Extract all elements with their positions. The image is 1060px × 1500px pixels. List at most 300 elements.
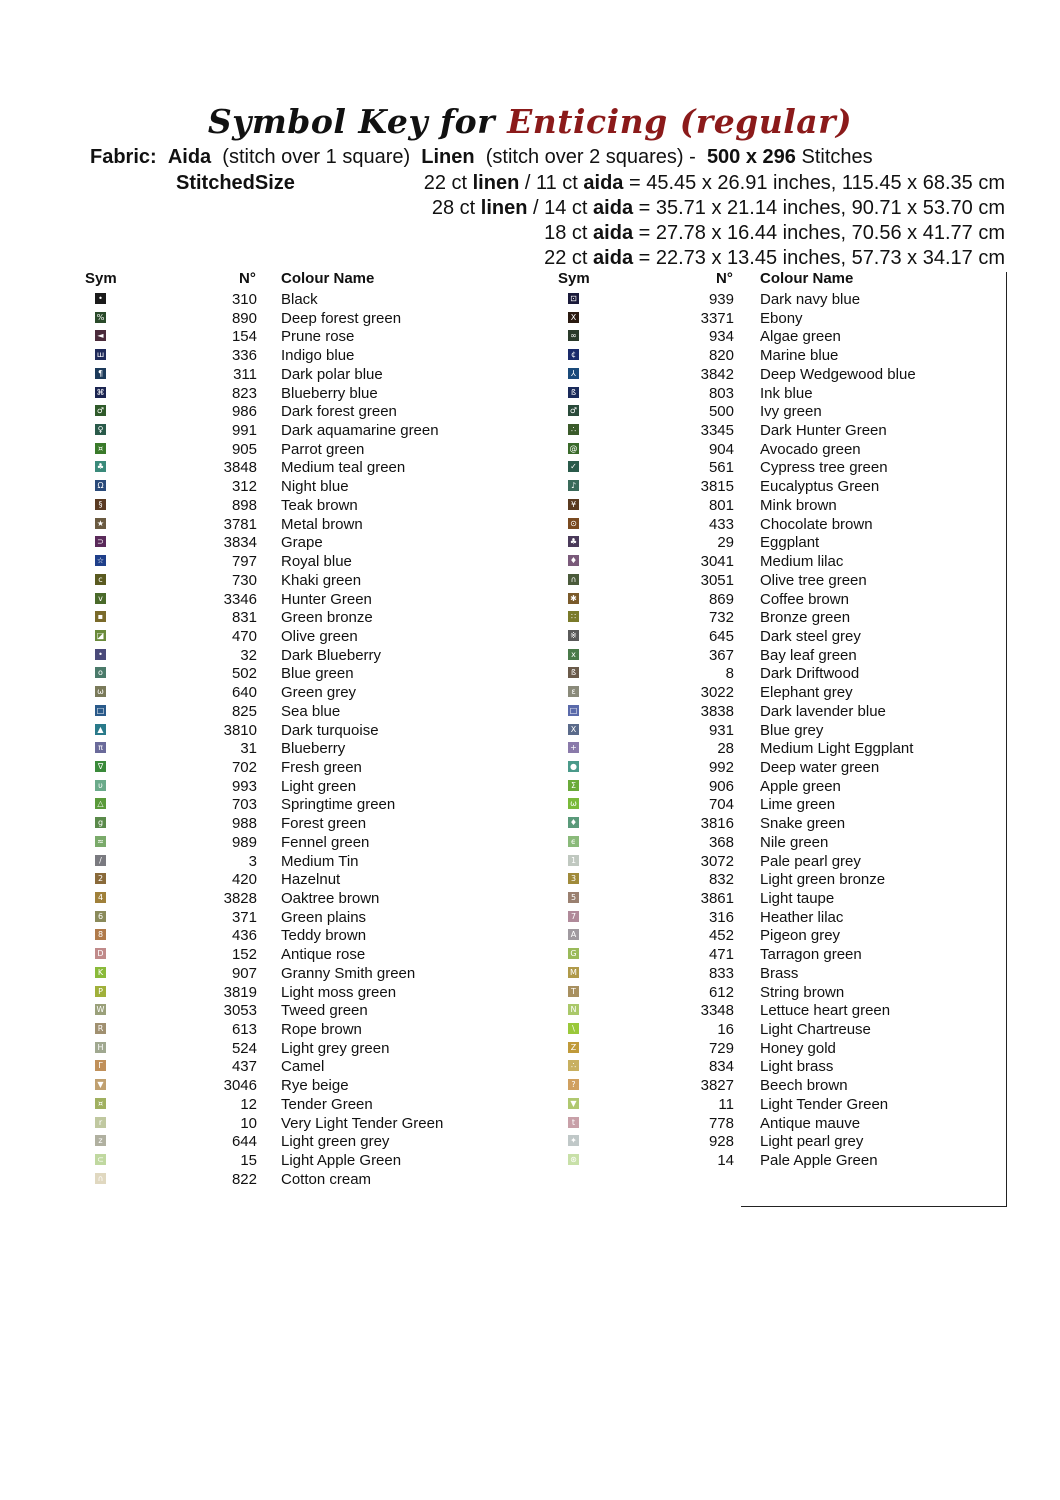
colour-name: Bay leaf green <box>760 646 857 664</box>
colour-name: Hunter Green <box>281 590 372 608</box>
colour-name: Dark Hunter Green <box>760 422 887 440</box>
floss-number: 934 <box>708 328 734 346</box>
colour-name: Bronze green <box>760 609 851 627</box>
floss-number: 3827 <box>700 1077 734 1095</box>
floss-number: 730 <box>231 571 257 589</box>
floss-number: 797 <box>231 553 257 571</box>
symbol-swatch: ⊂ <box>95 1154 106 1165</box>
colour-name: Granny Smith green <box>281 964 416 982</box>
floss-number: 3815 <box>700 478 734 496</box>
symbol-key-row <box>558 702 998 721</box>
colour-name: Tweed green <box>281 1002 368 1020</box>
aida-label: aida <box>593 222 634 244</box>
symbol-swatch: ♂ <box>569 406 578 416</box>
symbol-swatch: X <box>568 312 579 323</box>
column-headers <box>558 270 998 290</box>
symbol-swatch: ◪ <box>96 630 105 640</box>
symbol-key-row <box>558 1057 998 1076</box>
colour-name: Algae green <box>760 328 841 346</box>
floss-number: 928 <box>708 1133 734 1151</box>
floss-number: 3842 <box>700 365 734 383</box>
symbol-key-row <box>85 290 525 309</box>
colour-name: Brass <box>760 964 799 982</box>
floss-number: 3041 <box>700 553 734 571</box>
size-dimensions: = 35.71 x 21.14 inches, 90.71 x 53.70 cm <box>633 197 1005 219</box>
colour-name: Green bronze <box>281 609 373 627</box>
symbol-swatch: ▲ <box>95 724 106 735</box>
floss-number: 905 <box>231 440 257 458</box>
stitched-size-line <box>424 172 1005 195</box>
floss-number: 31 <box>240 740 257 758</box>
symbol-key-row <box>558 908 998 927</box>
symbol-key-row <box>558 1151 998 1170</box>
floss-number: 991 <box>231 422 257 440</box>
floss-number: 310 <box>231 291 257 308</box>
symbol-swatch: ¤ <box>95 443 106 454</box>
symbol-swatch: ∞ <box>568 330 579 341</box>
symbol-key-row <box>558 833 998 852</box>
symbol-swatch: H <box>95 1042 106 1053</box>
symbol-swatch: ∷ <box>568 611 579 622</box>
symbol-swatch: ☆ <box>96 556 105 566</box>
symbol-swatch: ♣ <box>96 462 105 472</box>
symbol-key-row <box>558 758 998 777</box>
frame-line-right <box>1006 272 1007 1206</box>
symbol-key-row <box>558 421 998 440</box>
symbol-key-row <box>85 327 525 346</box>
colour-name: Elephant grey <box>760 684 853 702</box>
floss-number: 931 <box>708 721 734 739</box>
floss-number: 524 <box>231 1039 257 1057</box>
symbol-key-row <box>558 365 998 384</box>
symbol-key-row <box>558 664 998 683</box>
colour-name: Very Light Tender Green <box>281 1114 444 1132</box>
symbol-swatch: ♦ <box>569 818 578 828</box>
symbol-key-row <box>558 983 998 1002</box>
floss-number: 11 <box>718 1095 734 1113</box>
colour-name: Ivy green <box>760 403 822 421</box>
floss-number: 3848 <box>223 459 257 477</box>
colour-name: Fresh green <box>281 758 362 776</box>
size-dimensions: = 45.45 x 26.91 inches, 115.45 x 68.35 cm <box>623 172 1005 194</box>
floss-number: 993 <box>231 777 257 795</box>
symbol-swatch: 4 <box>95 892 106 903</box>
symbol-swatch: ※ <box>568 630 579 641</box>
symbol-swatch: ? <box>568 1079 579 1090</box>
symbol-key-row <box>85 1132 525 1151</box>
page-title <box>0 102 1060 141</box>
right-rows <box>558 290 998 1170</box>
colour-name: Deep forest green <box>281 309 402 327</box>
colour-name: Dark navy blue <box>760 291 861 308</box>
colour-name: Snake green <box>760 815 846 833</box>
colour-name: Khaki green <box>281 571 362 589</box>
fabric-linen-note: (stitch over 2 squares) - <box>485 146 696 168</box>
symbol-swatch: ¶ <box>95 368 106 379</box>
symbol-key-row <box>558 852 998 871</box>
colour-name: Marine blue <box>760 347 839 365</box>
symbol-swatch: ♣ <box>569 537 578 547</box>
colour-name: Green plains <box>281 908 367 926</box>
colour-name: Metal brown <box>281 515 363 533</box>
colour-name: Pale Apple Green <box>760 1152 878 1170</box>
symbol-swatch: ω <box>568 798 579 809</box>
symbol-swatch: ⅄ <box>568 368 579 379</box>
symbol-swatch: 7 <box>568 911 579 922</box>
fabric-info <box>90 146 873 169</box>
colour-name: Heather lilac <box>760 908 844 926</box>
symbol-swatch: t <box>568 1117 579 1128</box>
symbol-key-row <box>558 515 998 534</box>
floss-number: 906 <box>708 777 734 795</box>
floss-number: 832 <box>708 871 734 889</box>
colour-name: String brown <box>760 983 845 1001</box>
colour-name: Tender Green <box>281 1095 373 1113</box>
symbol-swatch: υ <box>95 780 106 791</box>
header-colour-name: Colour Name <box>281 270 375 287</box>
floss-number: 15 <box>240 1152 257 1170</box>
floss-number: 834 <box>708 1058 734 1076</box>
colour-name: Light green <box>281 777 357 795</box>
symbol-key-row <box>85 421 525 440</box>
symbol-key-row <box>558 1114 998 1133</box>
colour-name: Olive tree green <box>760 571 867 589</box>
colour-name: Light Apple Green <box>281 1152 402 1170</box>
floss-number: 32 <box>240 646 257 664</box>
colour-name: Blueberry blue <box>281 384 378 402</box>
symbol-swatch: Σ <box>568 780 579 791</box>
fabric-label: Fabric: <box>90 146 157 168</box>
colour-name: Medium Light Eggplant <box>760 740 914 758</box>
symbol-swatch: ∴ <box>568 424 579 435</box>
stitched-size-line <box>432 197 1005 220</box>
colour-name: Lettuce heart green <box>760 1002 891 1020</box>
symbol-key-row <box>85 1039 525 1058</box>
symbol-swatch: ß <box>568 387 579 398</box>
symbol-swatch: X <box>568 724 579 735</box>
floss-number: 3022 <box>700 684 734 702</box>
colour-name: Apple green <box>760 777 841 795</box>
colour-name: Oaktree brown <box>281 890 380 907</box>
symbol-key-row <box>558 870 998 889</box>
symbol-key-left-column <box>85 270 525 1189</box>
symbol-swatch: K <box>95 967 106 978</box>
symbol-swatch: ϵ <box>568 836 579 847</box>
symbol-swatch: 5 <box>568 892 579 903</box>
linen-label: linen <box>480 197 528 219</box>
symbol-key-row <box>558 440 998 459</box>
fabric-linen: Linen <box>421 146 475 168</box>
symbol-key-row <box>85 814 525 833</box>
floss-number: 939 <box>708 291 734 308</box>
colour-name: Beech brown <box>760 1077 848 1095</box>
colour-name: Ink blue <box>760 384 813 402</box>
colour-name: Deep Wedgewood blue <box>760 365 916 383</box>
count-text: 18 ct <box>544 222 594 244</box>
symbol-key-row <box>558 496 998 515</box>
colour-name: Fennel green <box>281 833 370 851</box>
symbol-key-row <box>85 1151 525 1170</box>
symbol-key-row <box>85 983 525 1002</box>
colour-name: Tarragon green <box>760 946 862 964</box>
colour-name: Light green grey <box>281 1133 390 1151</box>
floss-number: 613 <box>231 1021 257 1039</box>
floss-number: 992 <box>708 758 734 776</box>
floss-number: 3819 <box>223 983 257 1001</box>
symbol-swatch: ⊡ <box>568 293 579 304</box>
symbol-swatch: 2 <box>95 873 106 884</box>
symbol-swatch: G <box>568 948 579 959</box>
colour-name: Eucalyptus Green <box>760 478 880 496</box>
floss-number: 904 <box>708 440 734 458</box>
floss-number: 3051 <box>700 571 734 589</box>
colour-name: Teddy brown <box>281 927 367 945</box>
symbol-swatch: ▪ <box>95 611 106 622</box>
title-prefix: Symbol Key for <box>207 102 496 141</box>
symbol-swatch: @ <box>569 443 578 453</box>
symbol-key-row <box>85 926 525 945</box>
floss-number: 732 <box>708 609 734 627</box>
floss-number: 500 <box>708 403 734 421</box>
floss-number: 8 <box>725 665 734 683</box>
colour-name: Antique mauve <box>760 1114 861 1132</box>
symbol-key-row <box>85 552 525 571</box>
floss-number: 640 <box>231 684 257 702</box>
symbol-key-row <box>558 571 998 590</box>
symbol-swatch: 3 <box>568 873 579 884</box>
floss-number: 12 <box>240 1095 257 1113</box>
symbol-swatch: ε <box>568 686 579 697</box>
floss-number: 3816 <box>700 815 734 833</box>
symbol-swatch: R <box>95 1023 106 1034</box>
symbol-key-row <box>85 571 525 590</box>
symbol-key-row <box>85 664 525 683</box>
symbol-swatch: ♀ <box>95 424 106 435</box>
symbol-key-row <box>85 365 525 384</box>
colour-name: Chocolate brown <box>760 515 873 533</box>
symbol-swatch: § <box>95 499 106 510</box>
symbol-key-row <box>558 1039 998 1058</box>
stitched-size-line <box>544 222 1005 245</box>
colour-name: Cypress tree green <box>760 459 888 477</box>
floss-number: 3053 <box>223 1002 257 1020</box>
symbol-key-row <box>558 795 998 814</box>
header-number: N° <box>716 270 733 287</box>
symbol-key-row <box>558 926 998 945</box>
floss-number: 869 <box>708 590 734 608</box>
aida-label: aida <box>593 247 634 269</box>
symbol-key-row <box>85 590 525 609</box>
symbol-swatch: N <box>568 1004 579 1015</box>
symbol-swatch: P <box>95 986 106 997</box>
symbol-key-row <box>85 795 525 814</box>
floss-number: 14 <box>717 1152 734 1170</box>
symbol-key-row <box>558 346 998 365</box>
symbol-swatch: ▼ <box>95 1079 106 1090</box>
symbol-swatch: v <box>95 593 106 604</box>
symbol-key-row <box>558 608 998 627</box>
symbol-key-row <box>558 477 998 496</box>
symbol-swatch: ⊃ <box>95 536 106 547</box>
symbol-swatch: A <box>568 929 579 940</box>
size-dimensions: = 22.73 x 13.45 inches, 57.73 x 34.17 cm <box>633 247 1005 269</box>
symbol-key-row <box>85 608 525 627</box>
floss-number: 3834 <box>223 534 257 552</box>
symbol-key-row <box>558 309 998 328</box>
symbol-key-row <box>85 1170 525 1189</box>
floss-number: 729 <box>708 1039 734 1057</box>
colour-name: Rye beige <box>281 1077 349 1095</box>
colour-name: Blue green <box>281 665 354 683</box>
symbol-swatch: ● <box>568 761 579 772</box>
symbol-key-row <box>85 721 525 740</box>
symbol-swatch: ß <box>568 667 579 678</box>
floss-number: 703 <box>231 796 257 814</box>
symbol-key-row <box>85 309 525 328</box>
colour-name: Blueberry <box>281 740 346 758</box>
symbol-key-row <box>558 777 998 796</box>
floss-number: 907 <box>231 964 257 982</box>
colour-name: Light brass <box>760 1058 834 1076</box>
floss-number: 471 <box>708 946 734 964</box>
symbol-swatch: W <box>96 1005 105 1015</box>
title-pattern-name: Enticing (regular) <box>507 102 853 141</box>
colour-name: Camel <box>281 1058 325 1076</box>
floss-number: 3072 <box>700 852 734 870</box>
frame-line-bottom <box>741 1206 1007 1207</box>
colour-name: Light grey green <box>281 1039 390 1057</box>
symbol-key-row <box>85 1057 525 1076</box>
symbol-key-row <box>85 964 525 983</box>
symbol-key-row <box>558 1001 998 1020</box>
aida-label: aida <box>593 197 634 219</box>
colour-name: Light taupe <box>760 890 835 907</box>
symbol-key-row <box>85 758 525 777</box>
symbol-key-row <box>85 1114 525 1133</box>
symbol-swatch: ✦ <box>568 1135 579 1146</box>
floss-number: 704 <box>708 796 734 814</box>
symbol-key-row <box>85 384 525 403</box>
symbol-swatch: □ <box>569 705 578 715</box>
header-sym: Sym <box>558 270 590 287</box>
symbol-swatch: Γ <box>95 1060 106 1071</box>
colour-name: Dark steel grey <box>760 627 861 645</box>
symbol-key-row <box>558 458 998 477</box>
count-text: 22 ct <box>544 247 594 269</box>
header-sym: Sym <box>85 270 117 287</box>
floss-number: 436 <box>231 927 257 945</box>
symbol-swatch: ♪ <box>568 480 579 491</box>
symbol-swatch: ♂ <box>96 406 105 416</box>
colour-name: Light Chartreuse <box>760 1021 871 1039</box>
floss-number: 3348 <box>700 1002 734 1020</box>
colour-name: Medium Tin <box>281 852 359 870</box>
count-text: 22 ct <box>423 172 473 194</box>
floss-number: 437 <box>231 1058 257 1076</box>
symbol-key-row <box>85 440 525 459</box>
floss-number: 10 <box>240 1114 257 1132</box>
symbol-swatch: Z <box>568 1042 579 1053</box>
symbol-key-row <box>85 627 525 646</box>
floss-number: 470 <box>231 627 257 645</box>
floss-number: 986 <box>231 403 257 421</box>
symbol-key-row <box>85 646 525 665</box>
colour-name: Hazelnut <box>281 871 341 889</box>
colour-name: Honey gold <box>760 1039 836 1057</box>
floss-number: 825 <box>231 702 257 720</box>
colour-name: Light Tender Green <box>760 1095 889 1113</box>
symbol-key-row <box>85 1001 525 1020</box>
symbol-swatch: ¥ <box>568 499 579 510</box>
floss-number: 152 <box>231 946 257 964</box>
floss-number: 3810 <box>223 721 257 739</box>
colour-name: Light pearl grey <box>760 1133 864 1151</box>
symbol-key-row <box>85 739 525 758</box>
symbol-swatch: ∇ <box>95 761 106 772</box>
symbol-swatch: 1 <box>568 855 579 866</box>
symbol-key-row <box>85 702 525 721</box>
symbol-key-row <box>85 458 525 477</box>
symbol-swatch: π <box>95 742 106 753</box>
floss-number: 989 <box>231 833 257 851</box>
colour-name: Green grey <box>281 684 357 702</box>
colour-name: Light green bronze <box>760 871 886 889</box>
floss-number: 778 <box>708 1114 734 1132</box>
floss-number: 820 <box>708 347 734 365</box>
size-dimensions: = 27.78 x 16.44 inches, 70.56 x 41.77 cm <box>633 222 1005 244</box>
symbol-swatch: ✓ <box>568 461 579 472</box>
colour-name: Sea blue <box>281 702 341 720</box>
symbol-key-row <box>558 627 998 646</box>
symbol-key-row <box>85 1020 525 1039</box>
floss-number: 3371 <box>700 309 734 327</box>
stitch-count: 500 x 296 <box>706 146 796 168</box>
symbol-key-row <box>558 402 998 421</box>
symbol-key-row <box>85 870 525 889</box>
floss-number: 433 <box>708 515 734 533</box>
colour-name: Dark lavender blue <box>760 702 886 720</box>
floss-number: 154 <box>231 328 257 346</box>
symbol-key-row <box>558 945 998 964</box>
symbol-swatch: • <box>95 649 106 660</box>
symbol-key-row <box>85 777 525 796</box>
symbol-swatch: ◄ <box>95 330 106 341</box>
left-rows <box>85 290 525 1189</box>
stitch-count-label: Stitches <box>801 146 873 168</box>
floss-number: 822 <box>231 1170 257 1188</box>
symbol-key-row <box>85 852 525 871</box>
symbol-key-row <box>85 683 525 702</box>
floss-number: 312 <box>231 478 257 496</box>
symbol-swatch: \ <box>568 1023 579 1034</box>
colour-name: Teak brown <box>281 496 358 514</box>
colour-name: Prune rose <box>281 328 355 346</box>
floss-number: 823 <box>231 384 257 402</box>
floss-number: 833 <box>708 964 734 982</box>
symbol-swatch: D <box>95 948 106 959</box>
colour-name: Eggplant <box>760 534 820 552</box>
symbol-key-row <box>558 590 998 609</box>
floss-number: 28 <box>717 740 734 758</box>
floss-number: 420 <box>231 871 257 889</box>
symbol-key-row <box>85 402 525 421</box>
floss-number: 3346 <box>223 590 257 608</box>
colour-name: Deep water green <box>760 758 880 776</box>
colour-name: Medium teal green <box>281 459 406 477</box>
symbol-swatch: x <box>568 649 579 660</box>
symbol-key-row <box>558 1076 998 1095</box>
stitched-size-label: StitchedSize <box>176 172 295 194</box>
